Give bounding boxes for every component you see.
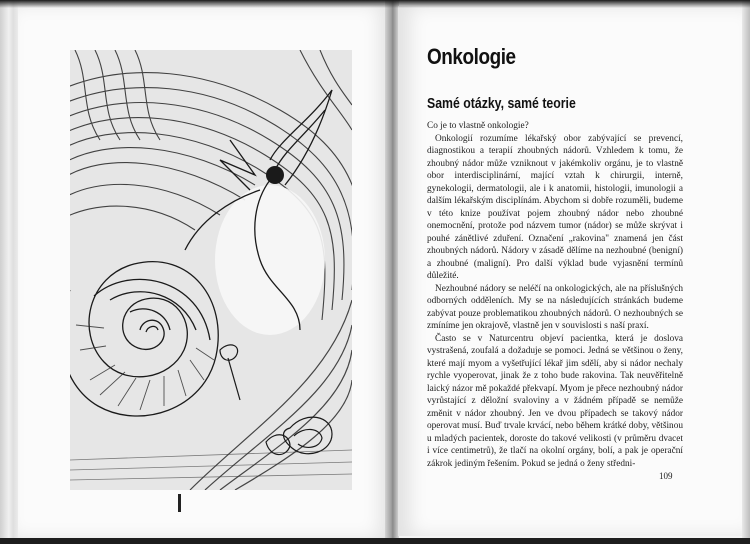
- paragraph: Co je to vlastně onkologie?: [427, 121, 529, 131]
- paragraph: Onkologií rozumíme lékařský obor zabývající se prevencí, diagnostikou a terapií zhoubných nádorů. Vzhledem k tomu, že zhoubný nádor může vzniknout v jakémkoliv orgánu, je to vlastně obor interdisciplinární, mající vztah k chirurgii, interně, gynekologii, dermatologii, ale i k anatomii, histologii, imunologii a dalším lékařským disciplínám. Abychom si dobře rozuměli, budeme v této knize používat pojem zhoubný nádor nebo zhoubné onemocnění, protože pod názvem tumor (nádor) se může skrývat i pouhé zánětlivé zduření. Označení „rakovina" znamená jen část zhoubných nádorů. Nádory v zásadě dělíme na nezhoubné (benigní) a zhoubné (maligní). Pro další výklad bude vyjasnění termínů důležité.: [427, 133, 683, 281]
- page-number: 109: [659, 471, 673, 481]
- section-title: Samé otázky, samé teorie: [427, 95, 576, 112]
- top-shadow: [0, 0, 750, 8]
- pencil-mark: [178, 494, 181, 512]
- paragraph: Často se v Naturcentru objeví pacientka, která je doslova vystrašená, zoufalá a dožaduje se pomoci. Jedná se většinou o ženy, které mají myom a vyšetřující lékař jim sdělí, aby si nádor nechaly rychle vyoperovat, jinak že z toho bude rakovina. Tak neuvěřitelně laický názor mě pokaždé překvapí. Myom je přece nezhoubný nádor vyrůstající z děložní svaloviny a v žádném případě se nemůže změnit v nádor zhoubný. Jen ve dvou případech se takový nádor operovat musí. Buď trvale krvácí, nebo během krátké doby, většinou u mladých pacientek, doroste do takové velikosti (v průměru dvacet i více centimetrů), že tlačí na okolní orgány, bolí, a pak je operační zákrok jediným řešením. Pokud se jedná o ženy středni-: [427, 333, 683, 469]
- body-text: [427, 120, 683, 470]
- spiral-shell-drawing-icon: [70, 50, 352, 490]
- bottom-shadow: [0, 538, 750, 544]
- book-spine: [385, 0, 399, 544]
- paragraph: Nezhoubné nádory se neléčí na onkologických, ale na příslušných odborných odděleních. My se na následujících stránkách budeme zabývat pouze problematikou zhoubných nádorů. O nezhoubných se zmíníme jen okrajově, vlastně jen v souvislosti s naší praxí.: [427, 283, 683, 331]
- chapter-title: Onkologie: [427, 44, 516, 69]
- right-page-edge: [742, 0, 750, 544]
